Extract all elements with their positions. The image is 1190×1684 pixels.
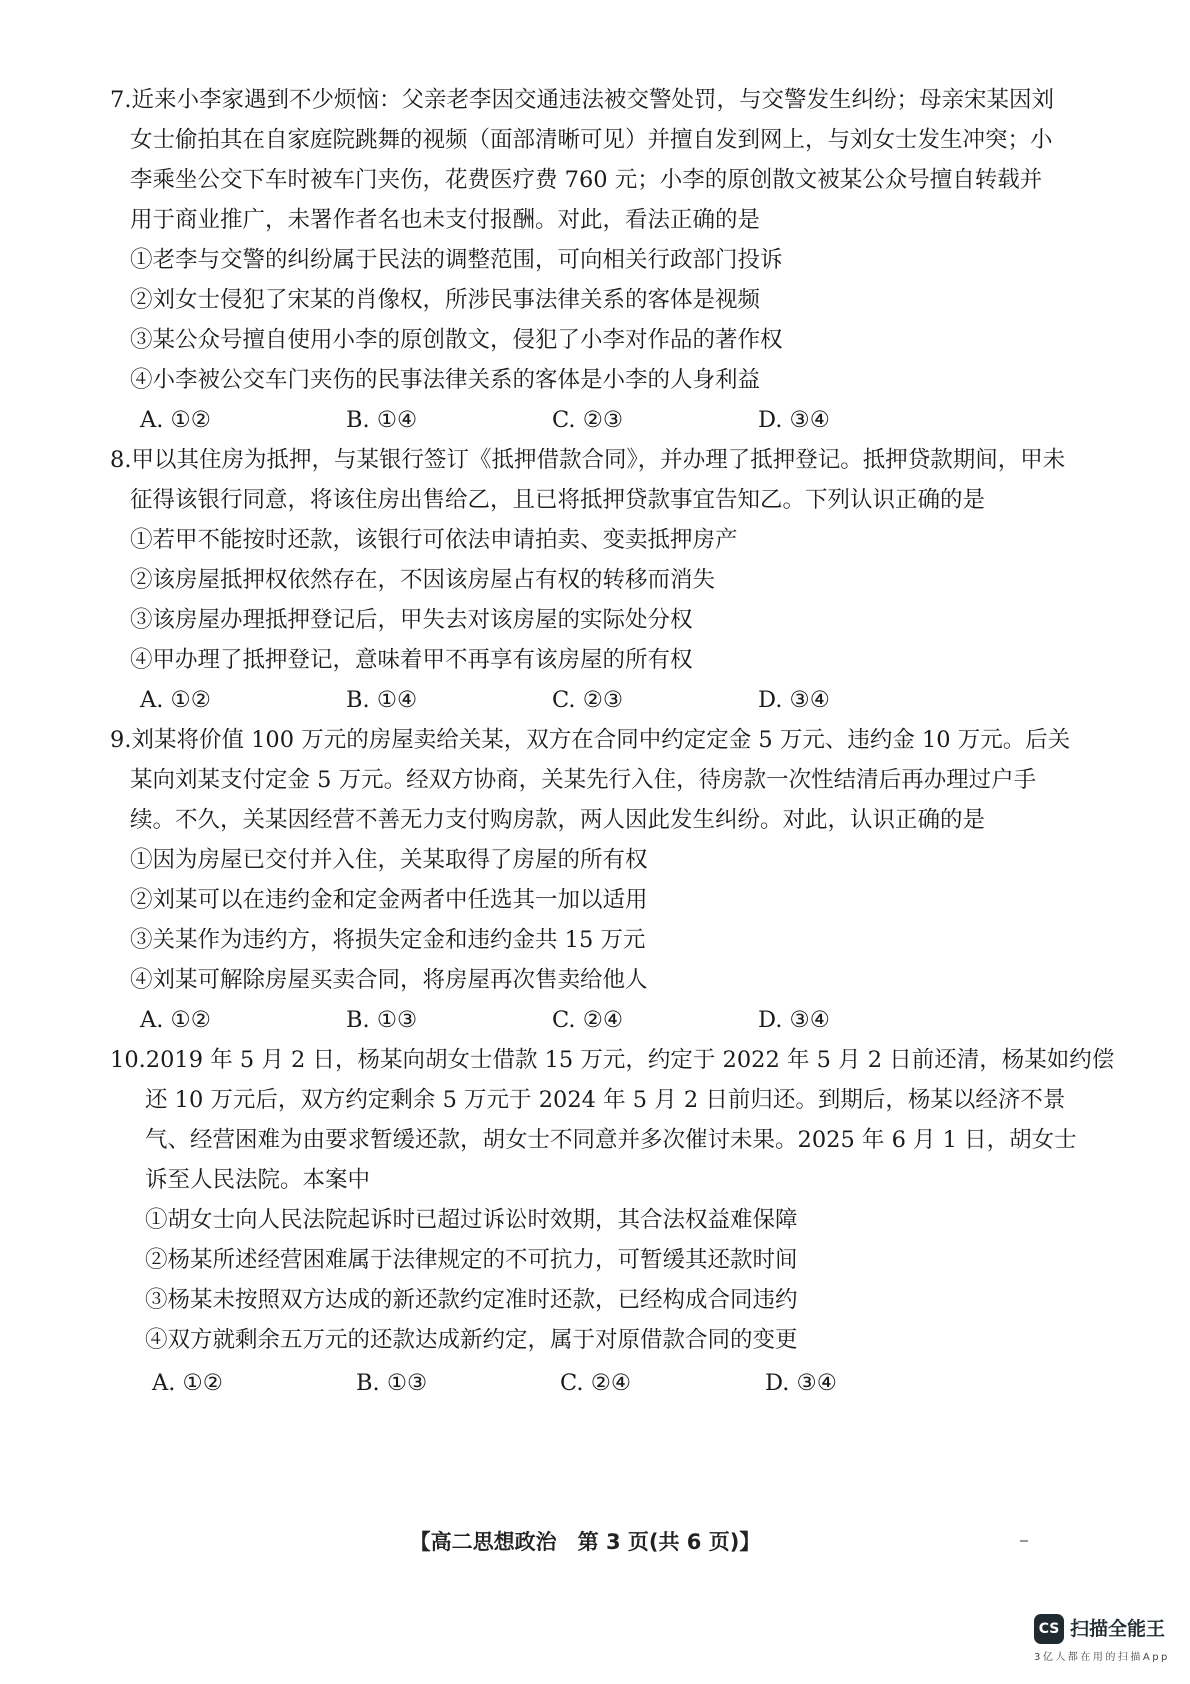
statement: ③该房屋办理抵押登记后，甲失去对该房屋的实际处分权: [130, 607, 693, 633]
option-a: A. ①②: [140, 407, 211, 433]
option-c: C. ②④: [560, 1370, 632, 1396]
statement: ②刘女士侵犯了宋某的肖像权，所涉民事法律关系的客体是视频: [130, 287, 761, 313]
scanner-watermark: [1034, 1610, 1184, 1670]
question-stem-line: 还 10 万元后，双方约定剩余 5 万元于 2024 年 5 月 2 日前归还。到期后，杨某以经济不景: [145, 1087, 1066, 1113]
statement: ②杨某所述经营困难属于法律规定的不可抗力，可暂缓其还款时间: [145, 1247, 798, 1273]
option-c: C. ②③: [552, 407, 624, 433]
option-a: A. ①②: [140, 1007, 211, 1033]
statement: ①若甲不能按时还款，该银行可依法申请拍卖、变卖抵押房产: [130, 527, 738, 553]
question-stem-line: 甲以其住房为抵押，与某银行签订《抵押借款合同》，并办理了抵押登记。抵押贷款期间，甲未: [131, 447, 1066, 473]
question-stem-line: 气、经营困难为由要求暂缓还款，胡女士不同意并多次催讨未果。2025 年 6 月 1 日，胡女士: [145, 1127, 1077, 1153]
question-stem-line: 2019 年 5 月 2 日，杨某向胡女士借款 15 万元，约定于 2022 年 5 月 2 日前还清，杨某如约偿: [145, 1047, 1115, 1073]
option-b: B. ①③: [346, 1007, 418, 1033]
option-d: D. ③④: [765, 1370, 837, 1396]
option-d: D. ③④: [758, 407, 830, 433]
camscanner-logo-icon: CS: [1034, 1614, 1064, 1644]
statement: ④双方就剩余五万元的还款达成新约定，属于对原借款合同的变更: [145, 1327, 798, 1353]
question-number: 10.: [110, 1047, 146, 1073]
question-stem-line: 李乘坐公交下车时被车门夹伤，花费医疗费 760 元；小李的原创散文被某公众号擅自转载并: [130, 167, 1043, 193]
question-stem-line: 续。不久，关某因经营不善无力支付购房款，两人因此发生纠纷。对此，认识正确的是: [130, 807, 986, 833]
statement: ①老李与交警的纠纷属于民法的调整范围，可向相关行政部门投诉: [130, 247, 783, 273]
option-b: B. ①③: [356, 1370, 428, 1396]
question-number: 8.: [110, 447, 132, 473]
statement: ④刘某可解除房屋买卖合同，将房屋再次售卖给他人: [130, 967, 648, 993]
statement: ①因为房屋已交付并入住，关某取得了房屋的所有权: [130, 847, 648, 873]
option-a: A. ①②: [140, 687, 211, 713]
question-stem-line: 某向刘某支付定金 5 万元。经双方协商，关某先行入住，待房款一次性结清后再办理过户手: [130, 767, 1037, 793]
statement: ②刘某可以在违约金和定金两者中任选其一加以适用: [130, 887, 648, 913]
statement: ④甲办理了抵押登记，意味着甲不再享有该房屋的所有权: [130, 647, 693, 673]
statement: ③某公众号擅自使用小李的原创散文，侵犯了小李对作品的著作权: [130, 327, 783, 353]
question-stem-line: 近来小李家遇到不少烦恼：父亲老李因交通违法被交警处罚，与交警发生纠纷；母亲宋某因刘: [131, 87, 1054, 113]
watermark-app-name: 扫描全能王: [1070, 1618, 1166, 1640]
statement: ①胡女士向人民法院起诉时已超过诉讼时效期，其合法权益难保障: [145, 1207, 798, 1233]
option-d: D. ③④: [758, 1007, 830, 1033]
question-stem-line: 用于商业推广，未署作者名也未支付报酬。对此，看法正确的是: [130, 207, 761, 233]
statement: ③杨某未按照双方达成的新还款约定准时还款，已经构成合同违约: [145, 1287, 798, 1313]
statement: ④小李被公交车门夹伤的民事法律关系的客体是小李的人身利益: [130, 367, 761, 393]
scan-mark: [1020, 1540, 1028, 1542]
option-b: B. ①④: [346, 407, 418, 433]
statement: ②该房屋抵押权依然存在，不因该房屋占有权的转移而消失: [130, 567, 716, 593]
option-c: C. ②④: [552, 1007, 624, 1033]
watermark-tagline: 3亿人都在用的扫描App: [1034, 1652, 1170, 1663]
option-a: A. ①②: [152, 1370, 223, 1396]
question-stem-line: 诉至人民法院。本案中: [145, 1167, 371, 1193]
page-footer-text: 【高二思想政治 第 3 页(共 6 页)】: [409, 1530, 761, 1554]
question-number: 7.: [110, 87, 132, 113]
question-stem-line: 刘某将价值 100 万元的房屋卖给关某，双方在合同中约定定金 5 万元、违约金 10 万元。后关: [131, 727, 1071, 753]
option-d: D. ③④: [758, 687, 830, 713]
option-b: B. ①④: [346, 687, 418, 713]
option-c: C. ②③: [552, 687, 624, 713]
statement: ③关某作为违约方，将损失定金和违约金共 15 万元: [130, 927, 646, 953]
question-stem-line: 女士偷拍其在自家庭院跳舞的视频（面部清晰可见）并擅自发到网上，与刘女士发生冲突；小: [130, 127, 1053, 153]
page-footer: [0, 1528, 1190, 1556]
question-number: 9.: [110, 727, 132, 753]
question-stem-line: 征得该银行同意，将该住房出售给乙，且已将抵押贷款事宜告知乙。下列认识正确的是: [130, 487, 986, 513]
